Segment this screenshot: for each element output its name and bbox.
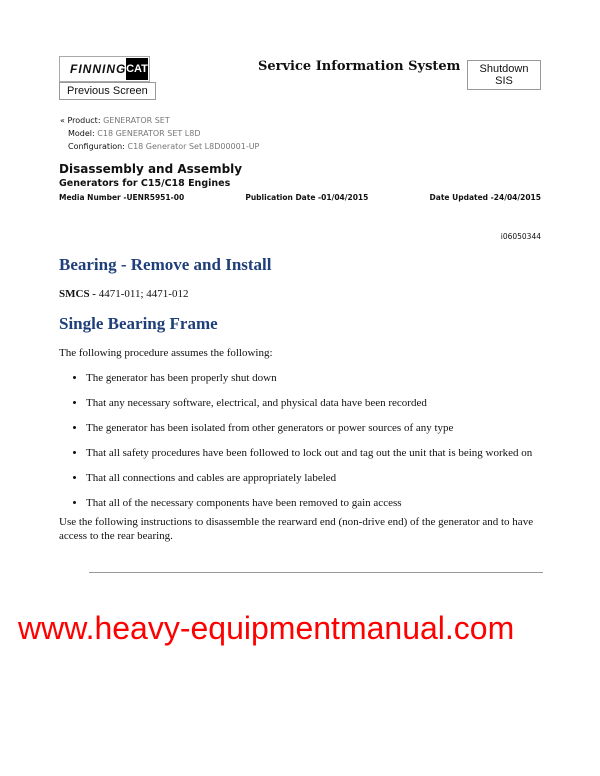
doc-title: Disassembly and Assembly [59,162,243,176]
finning-cat-logo: FINNING CAT [59,56,150,82]
divider [89,572,543,573]
list-item: • That all connections and cables are appropriately labeled [86,472,586,484]
doc-subtitle: Generators for C15/C18 Engines [59,178,231,189]
list-item: • The generator has been properly shut down [86,372,586,384]
smcs: SMCS - 4471-011; 4471-012 [59,288,189,300]
outro-text: Use the following instructions to disassemble the rearward end (non-drive end) of the generator and to have access to the rear bearing. [59,516,534,542]
section-heading: Bearing - Remove and Install [59,255,272,274]
list-item: • That all safety procedures have been followed to lock out and tag out the unit that is being worked on [86,447,586,459]
collapse-icon[interactable]: « [60,116,68,125]
publication-date: Publication Date -01/04/2015 [245,193,369,202]
app-title: Service Information System [258,59,461,74]
list-item: • The generator has been isolated from other generators or power sources of any type [86,422,586,434]
subsection-heading: Single Bearing Frame [59,314,218,333]
shutdown-sis-button[interactable]: Shutdown SIS [467,60,541,90]
date-updated: Date Updated -24/04/2015 [429,193,541,202]
doc-dates-row [59,193,541,202]
previous-screen-button[interactable]: Previous Screen [59,82,156,100]
watermark: www.heavy-equipmentmanual.com [18,610,515,646]
list-item: • That any necessary software, electrical, and physical data have been recorded [86,397,586,409]
product-info: « Product: GENERATOR SET Model: C18 GENERATOR SET L8D Configuration: C18 Generator Set L8D00001-UP [60,116,260,151]
intro-text: The following procedure assumes the following: [59,347,273,359]
media-number: Media Number -UENR5951-00 [59,193,185,202]
assumptions-list [60,372,586,522]
document-id: i06050344 [500,232,541,241]
list-item: • That all of the necessary components have been removed to gain access [86,497,586,509]
